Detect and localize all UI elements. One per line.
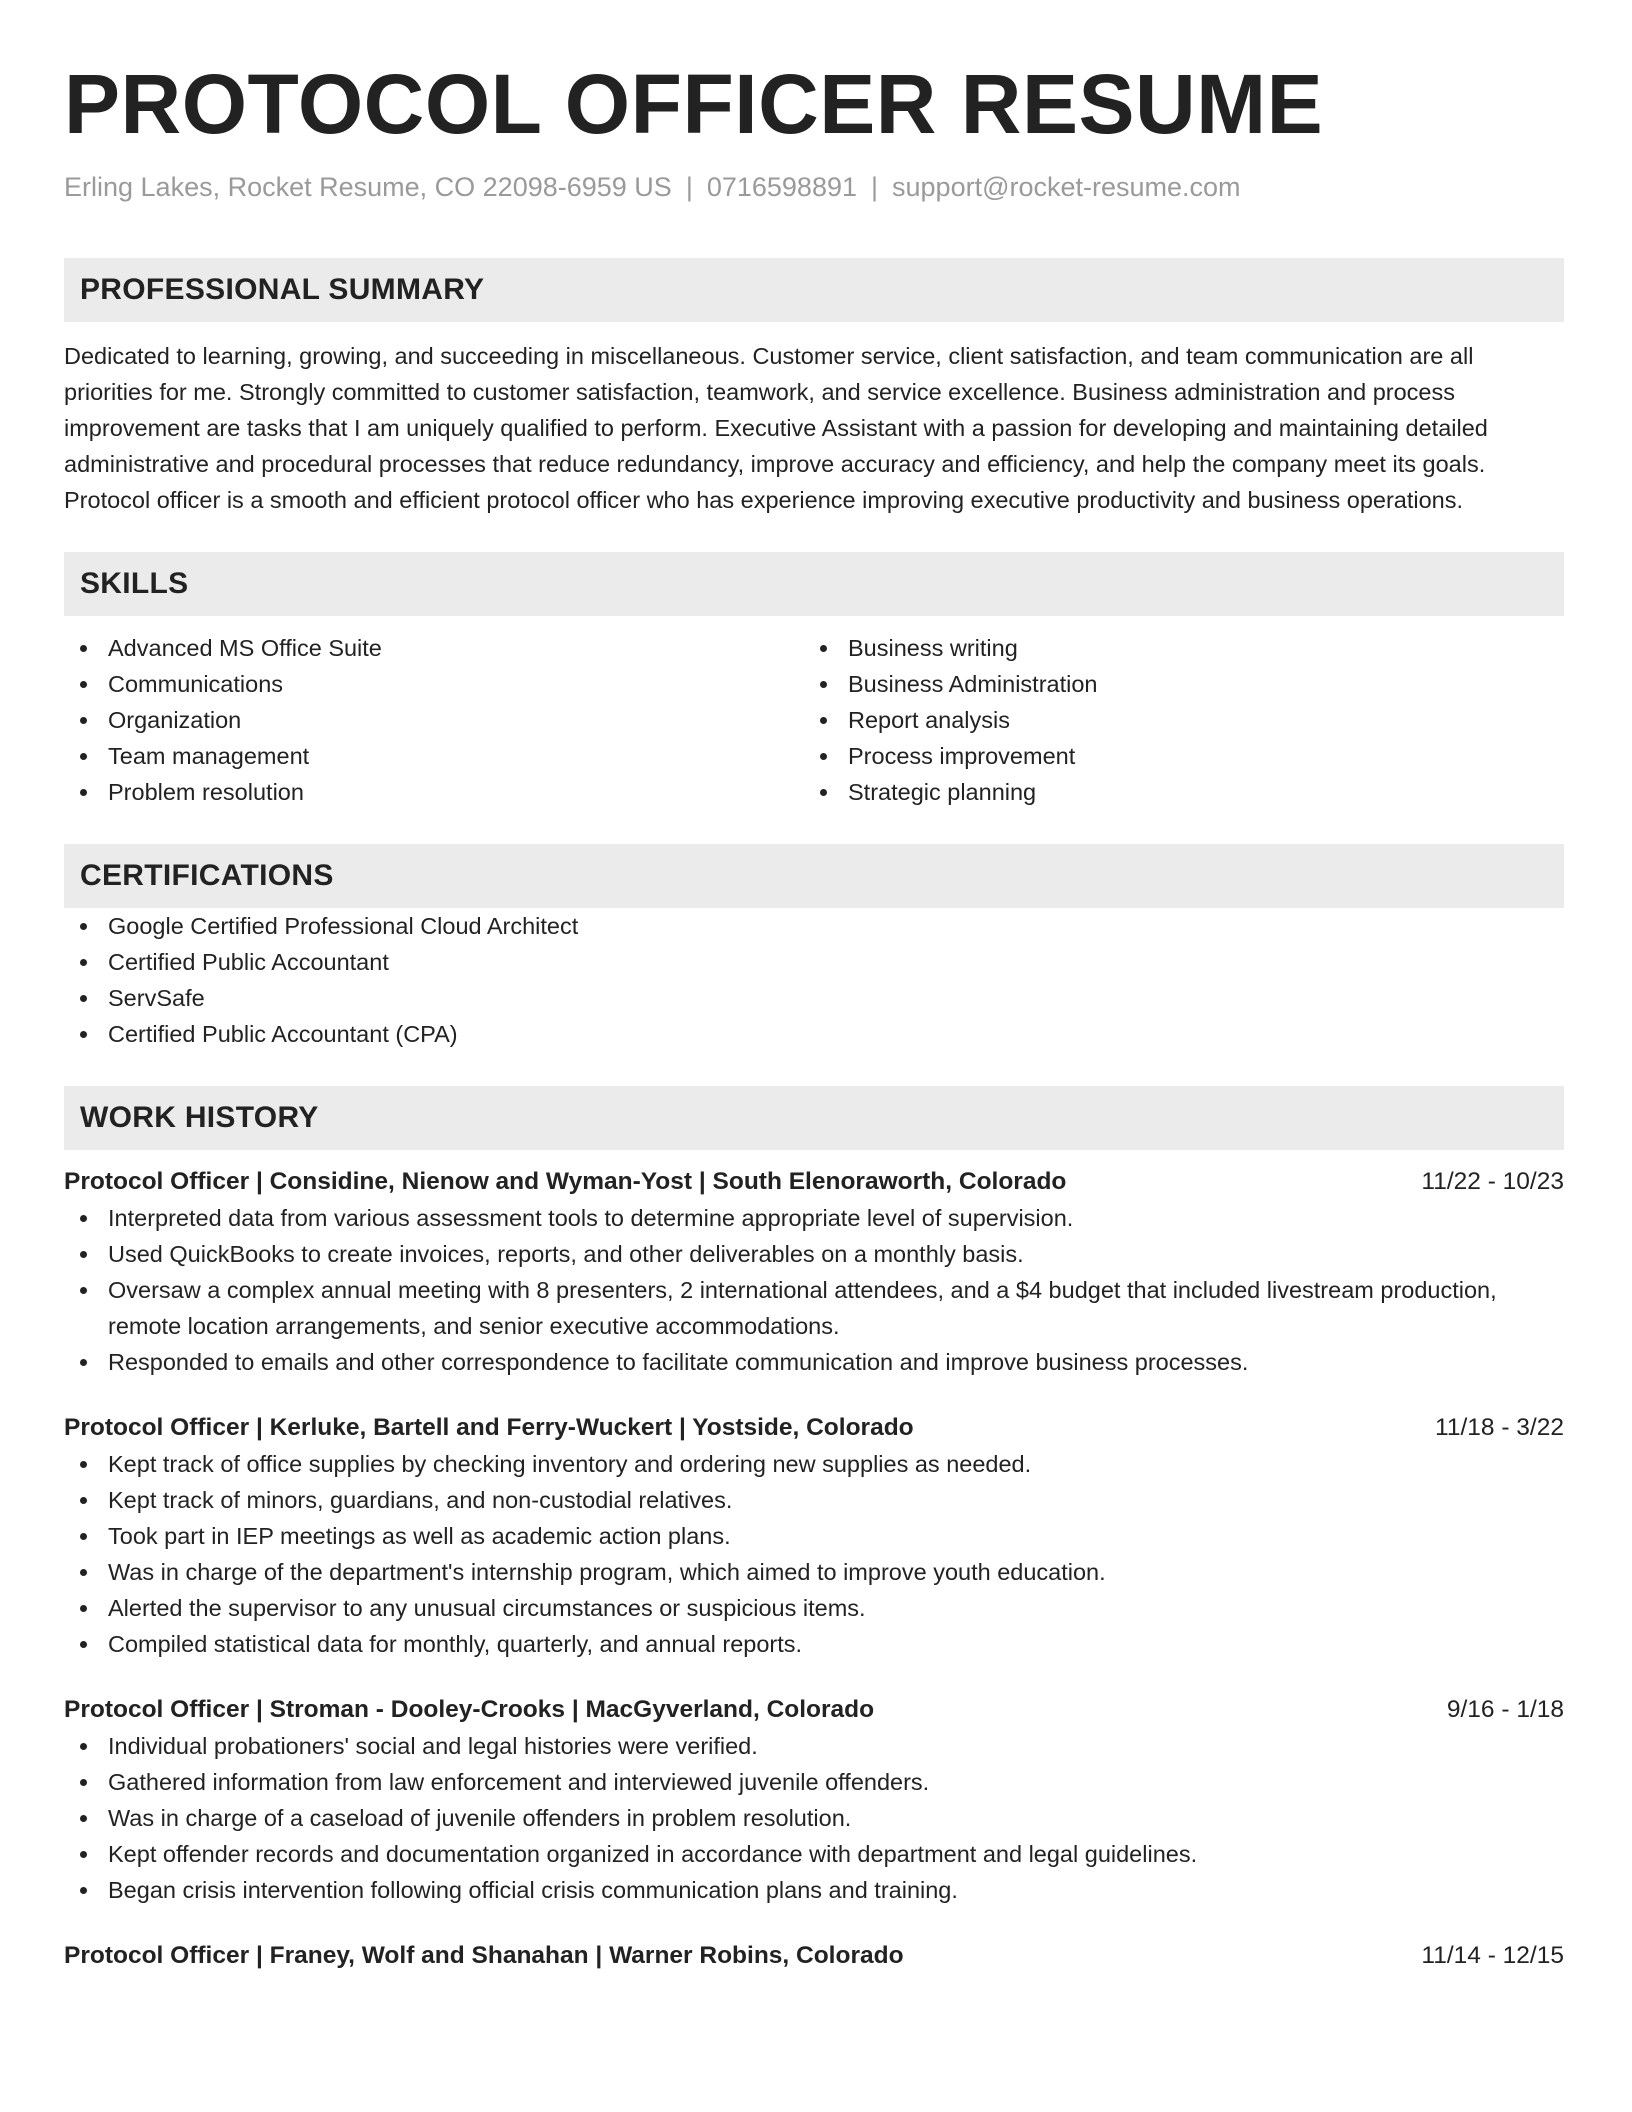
- job-duty-item: Was in charge of the department's internship program, which aimed to improve youth education.: [64, 1554, 1564, 1590]
- job-dates: 11/22 - 10/23: [1421, 1168, 1564, 1195]
- job-title: Protocol Officer | Considine, Nienow and Wyman-Yost | South Elenoraworth, Colorado: [64, 1168, 1067, 1195]
- job-entry: [64, 1692, 1564, 1908]
- job-header: [64, 1938, 1564, 1974]
- job-duties-list: [64, 1728, 1564, 1908]
- skills-list-right: [804, 630, 1544, 810]
- job-duty-item: Compiled statistical data for monthly, quarterly, and annual reports.: [64, 1626, 1564, 1662]
- job-duty-item: Took part in IEP meetings as well as academic action plans.: [64, 1518, 1564, 1554]
- job-duty-item: Individual probationers' social and legal histories were verified.: [64, 1728, 1564, 1764]
- job-header: [64, 1410, 1564, 1446]
- job-duty-item: Interpreted data from various assessment tools to determine appropriate level of supervision.: [64, 1200, 1564, 1236]
- certifications-list: [64, 908, 1564, 1052]
- skills-column-right: [804, 630, 1544, 810]
- section-header-summary: PROFESSIONAL SUMMARY: [64, 258, 1564, 322]
- job-duty-item: Kept track of minors, guardians, and non-custodial relatives.: [64, 1482, 1564, 1518]
- skill-item: Team management: [64, 738, 804, 774]
- job-duty-item: Kept track of office supplies by checking inventory and ordering new supplies as needed.: [64, 1446, 1564, 1482]
- section-header-certifications: CERTIFICATIONS: [64, 844, 1564, 908]
- job-duty-item: Alerted the supervisor to any unusual circumstances or suspicious items.: [64, 1590, 1564, 1626]
- certification-item: ServSafe: [64, 980, 1564, 1016]
- job-dates: 11/14 - 12/15: [1421, 1942, 1564, 1969]
- skill-item: Communications: [64, 666, 804, 702]
- job-duties-list: [64, 1200, 1564, 1380]
- contact-address: Erling Lakes, Rocket Resume, CO 22098-6959 US: [64, 172, 672, 202]
- job-duty-item: Responded to emails and other correspondence to facilitate communication and improve business processes.: [64, 1344, 1564, 1380]
- job-duty-item: Kept offender records and documentation organized in accordance with department and legal guidelines.: [64, 1836, 1564, 1872]
- contact-line: [64, 170, 1564, 204]
- job-duty-item: Began crisis intervention following official crisis communication plans and training.: [64, 1872, 1564, 1908]
- skills-grid: [64, 630, 1564, 810]
- skill-item: Report analysis: [804, 702, 1544, 738]
- job-title: Protocol Officer | Franey, Wolf and Shanahan | Warner Robins, Colorado: [64, 1942, 904, 1969]
- certification-item: Certified Public Accountant (CPA): [64, 1016, 1564, 1052]
- skills-list-left: [64, 630, 804, 810]
- job-duty-item: Was in charge of a caseload of juvenile offenders in problem resolution.: [64, 1800, 1564, 1836]
- summary-text: Dedicated to learning, growing, and succeeding in miscellaneous. Customer service, client satisfaction, and team communication are all priorities for me. Strongly committed to customer satisfaction, teamwork, and service excellence. Business administration and process improvement are tasks that I am uniquely qualified to perform. Executive Assistant with a passion for developing and maintaining detailed administrative and procedural processes that reduce redundancy, improve accuracy and efficiency, and help the company meet its goals. Protocol officer is a smooth and efficient protocol officer who has experience improving executive productivity and business operations.: [64, 343, 1488, 513]
- certification-item: Certified Public Accountant: [64, 944, 1564, 980]
- skill-item: Organization: [64, 702, 804, 738]
- job-title: Protocol Officer | Kerluke, Bartell and Ferry-Wuckert | Yostside, Colorado: [64, 1414, 914, 1441]
- contact-phone: 0716598891: [706, 172, 857, 202]
- job-title: Protocol Officer | Stroman - Dooley-Crooks | MacGyverland, Colorado: [64, 1696, 875, 1723]
- job-entry: [64, 1164, 1564, 1380]
- skill-item: Problem resolution: [64, 774, 804, 810]
- skills-column-left: [64, 630, 804, 810]
- job-dates: 11/18 - 3/22: [1435, 1414, 1564, 1441]
- job-entry: [64, 1938, 1564, 1974]
- skill-item: Process improvement: [804, 738, 1544, 774]
- skill-item: Business Administration: [804, 666, 1544, 702]
- skill-item: Business writing: [804, 630, 1544, 666]
- contact-separator: |: [685, 172, 693, 202]
- job-duty-item: Gathered information from law enforcement and interviewed juvenile offenders.: [64, 1764, 1564, 1800]
- skill-item: Strategic planning: [804, 774, 1544, 810]
- resume-page: [64, 0, 1564, 1974]
- certification-item: Google Certified Professional Cloud Architect: [64, 908, 1564, 944]
- job-dates: 9/16 - 1/18: [1446, 1696, 1564, 1723]
- section-header-skills: SKILLS: [64, 552, 1564, 616]
- job-entry: [64, 1410, 1564, 1662]
- job-duty-item: Used QuickBooks to create invoices, reports, and other deliverables on a monthly basis.: [64, 1236, 1564, 1272]
- resume-title: PROTOCOL OFFICER RESUME: [64, 57, 1324, 151]
- contact-separator: |: [871, 172, 879, 202]
- job-duties-list: [64, 1446, 1564, 1662]
- job-header: [64, 1164, 1564, 1200]
- job-header: [64, 1692, 1564, 1728]
- job-duty-item: Oversaw a complex annual meeting with 8 presenters, 2 international attendees, and a $4 budget that included livestream production, remote location arrangements, and senior executive accommodations.: [64, 1272, 1564, 1344]
- section-header-work-history: WORK HISTORY: [64, 1086, 1564, 1150]
- skill-item: Advanced MS Office Suite: [64, 630, 804, 666]
- contact-email: support@rocket-resume.com: [892, 172, 1241, 202]
